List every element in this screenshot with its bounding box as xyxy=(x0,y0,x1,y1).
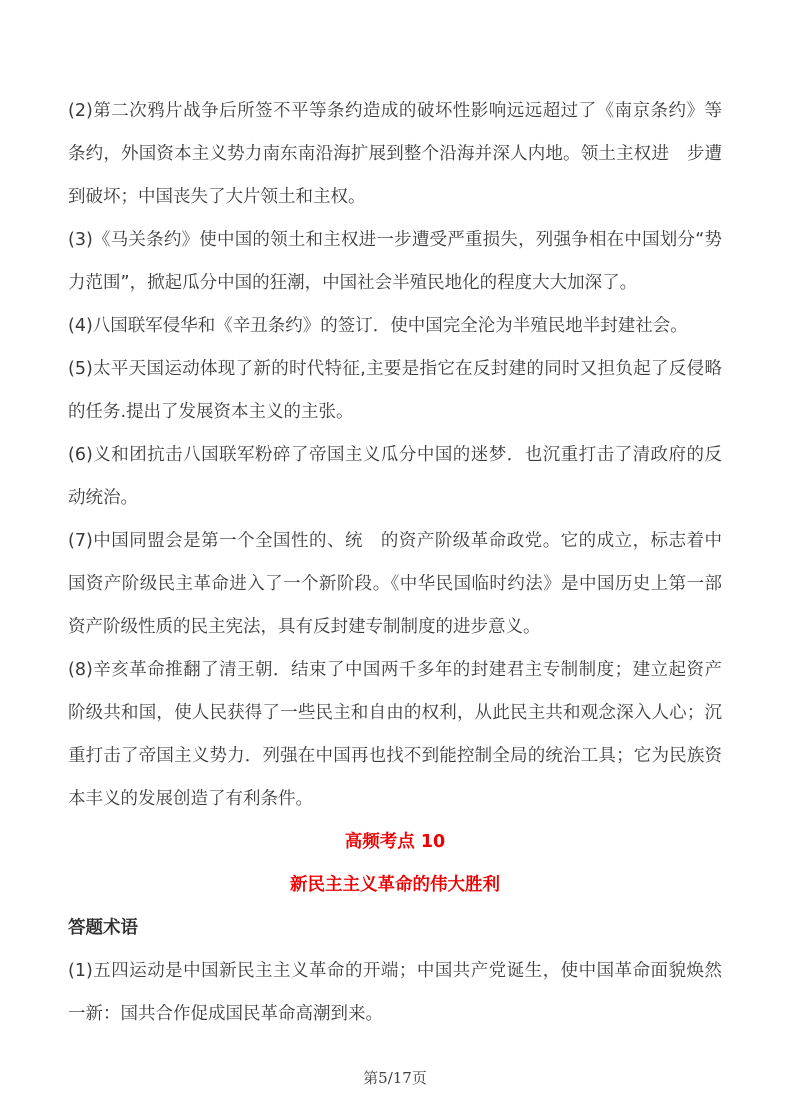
paragraph-item-8: (8)辛亥革命推翻了清王朝．结束了中国两千多年的封建君主专制制度；建立起资产阶级共和国，使人民获得了一些民主和自由的权利，从此民主共和观念深入人心；沉重打击了帝国主义势力．列强在中国再也找不到能控制全局的统治工具；它为民族资本丰义的发展创造了有利条件。 xyxy=(68,660,722,809)
page-number-footer: 第5/17页 xyxy=(363,1069,427,1087)
paragraph-item-4: (4)八国联军侵华和《辛丑条约》的签订．使中国完全沦为半殖民地半封建社会。 xyxy=(68,316,688,336)
section-title-heading: 新民主主义革命的伟大胜利 xyxy=(290,875,500,895)
answer-paragraph-item-1: (1)五四运动是中国新民主主义革命的开端；中国共产党诞生，使中国革命面貌焕然一新：国共合作促成国民革命高潮到来。 xyxy=(68,961,722,1024)
section-kicker-heading: 高频考点 10 xyxy=(344,832,446,852)
paragraph-item-3: (3)《马关条约》使中国的领土和主权进一步遭受严重损失，列强争相在中国划分“势力范围”，掀起瓜分中国的狂潮，中国社会半殖民地化的程度大大加深了。 xyxy=(68,230,722,293)
answer-terms-subheading: 答题术语 xyxy=(68,918,138,938)
paragraph-item-7: (7)中国同盟会是第一个全国性的、统 的资产阶级革命政党。它的成立，标志着中国资产阶级民主革命进入了一个新阶段。《中华民国临时约法》是中国历史上第一部资产阶级性质的民主宪法，具有反封建专制制度的进步意义。 xyxy=(68,531,722,637)
paragraph-item-5: (5)太平天国运动体现了新的时代特征,主要是指它在反封建的同时又担负起了反侵略的任务.提出了发展资本主义的主张。 xyxy=(68,359,722,422)
paragraph-item-6: (6)义和团抗击八国联军粉碎了帝国主义瓜分中国的迷梦．也沉重打击了清政府的反动统治。 xyxy=(68,445,722,508)
paragraph-item-2: (2)第二次鸦片战争后所签不平等条约造成的破坏性影响远远超过了《南京条约》等条约，外国资本主义势力南东南沿海扩展到整个沿海并深人内地。领土主权进 步遭到破坏；中国丧失了大片领土和主权。 xyxy=(68,101,722,207)
